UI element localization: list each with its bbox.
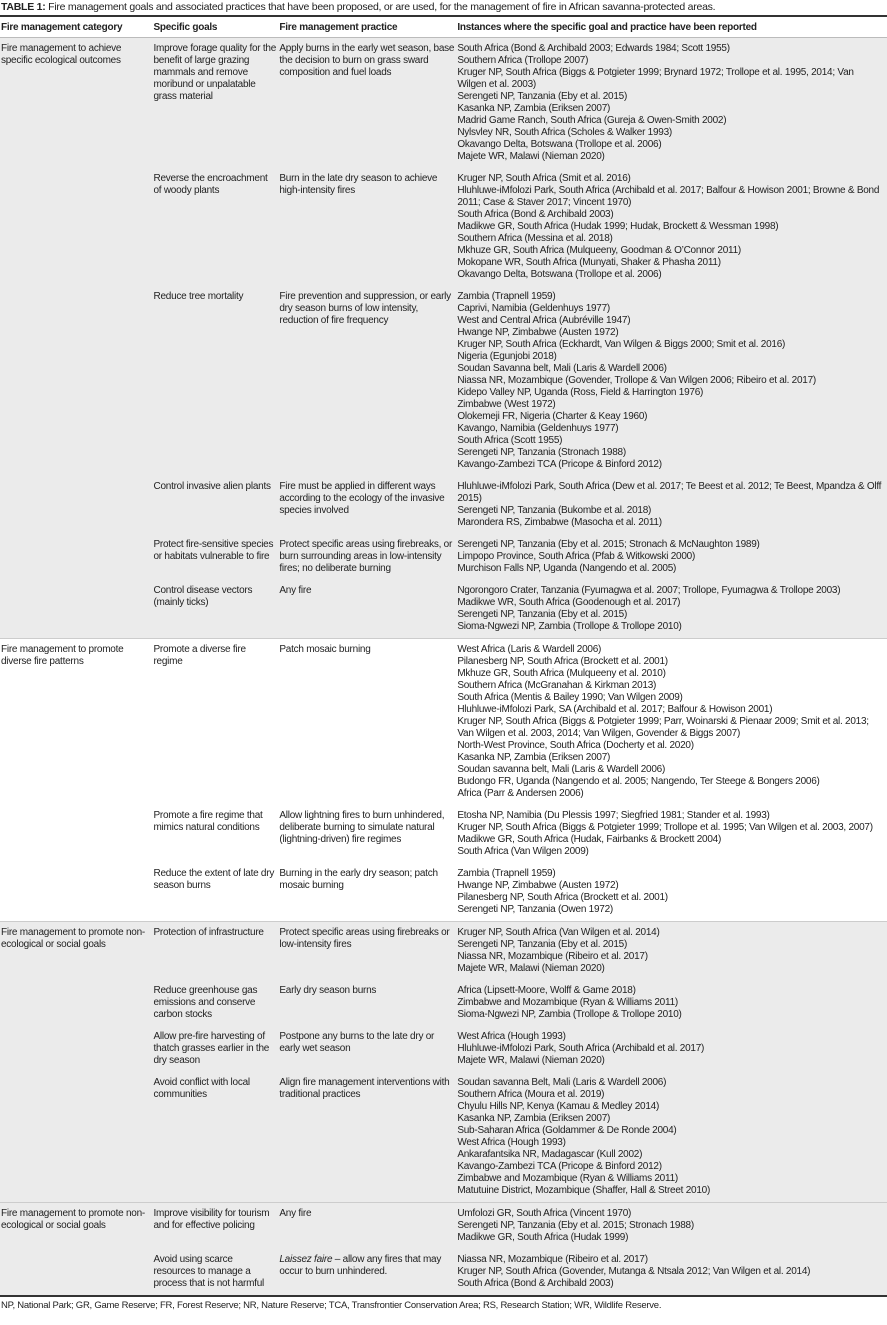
- instance-item: Mokopane WR, South Africa (Munyati, Shaker & Phasha 2011): [457, 257, 721, 268]
- instance-item: South Africa (Mentis & Bailey 1990; Van Wilgen 2009): [457, 692, 683, 703]
- instance-item: Southern Africa (Messina et al. 2018): [457, 233, 613, 244]
- practice-cell: [278, 286, 456, 476]
- table-body: [0, 38, 887, 1297]
- instance-item: Madikwe WR, South Africa (Goodenough et al. 2017): [457, 597, 681, 608]
- instance-item: Zambia (Trapnell 1959): [457, 291, 556, 302]
- instance-item: West Africa (Laris & Wardell 2006): [457, 644, 602, 655]
- instance-item: Hluhluwe-iMfolozi Park, South Africa (Dew et al. 2017; Te Beest et al. 2012; Te Beest, Mpandza & Olff 2015): [457, 481, 882, 504]
- category-cell: [0, 863, 152, 922]
- instances-cell: [456, 1249, 887, 1296]
- goal-cell: Avoid using scarce resources to manage a process that is not harmful: [152, 1249, 278, 1296]
- instance-item: South Africa (Scott 1955): [457, 435, 563, 446]
- instance-item: Zimbabwe and Mozambique (Ryan & Williams 2011): [457, 1173, 678, 1184]
- instance-item: Nigeria (Egunjobi 2018): [457, 351, 557, 362]
- instance-item: Olokemeji FR, Nigeria (Charter & Keay 1960): [457, 411, 648, 422]
- instance-item: Okavango Delta, Botswana (Trollope et al. 2006): [457, 269, 662, 280]
- category-cell: [0, 1249, 152, 1296]
- instance-item: Caprivi, Namibia (Geldenhuys 1977): [457, 303, 611, 314]
- instances-cell: [456, 863, 887, 922]
- practice-cell: [278, 1203, 456, 1250]
- instance-item: Hwange NP, Zimbabwe (Austen 1972): [457, 327, 619, 338]
- category-text: Fire management to promote non-ecological or social goals: [1, 927, 145, 950]
- instances-cell: [456, 1026, 887, 1072]
- instance-item: Kasanka NP, Zambia (Eriksen 2007): [457, 752, 611, 763]
- table-row: [0, 639, 887, 806]
- practice-text: Align fire management interventions with traditional practices: [279, 1077, 450, 1100]
- category-text: Fire management to promote diverse fire patterns: [1, 644, 124, 667]
- instance-item: Niassa NR, Mozambique (Ribeiro et al. 2017): [457, 1254, 648, 1265]
- instance-item: Etosha NP, Namibia (Du Plessis 1997; Siegfried 1981; Stander et al. 1993): [457, 810, 770, 821]
- practice-cell: [278, 580, 456, 639]
- instance-item: Zimbabwe (West 1972): [457, 399, 556, 410]
- instance-item: Kidepo Valley NP, Uganda (Ross, Field & Harrington 1976): [457, 387, 704, 398]
- table-row: [0, 534, 887, 580]
- practice-text: Apply burns in the early wet season, base the decision to burn on grass sward composition and fuel loads: [279, 43, 455, 78]
- practice-text: Any fire: [279, 585, 312, 596]
- instances-cell: [456, 580, 887, 639]
- table-row: [0, 168, 887, 286]
- instance-item: Kruger NP, South Africa (Eckhardt, Van Wilgen & Biggs 2000; Smit et al. 2016): [457, 339, 786, 350]
- practice-cell: [278, 534, 456, 580]
- instance-item: Southern Africa (McGranahan & Kirkman 2013): [457, 680, 657, 691]
- instance-item: Marondera RS, Zimbabwe (Masocha et al. 2011): [457, 517, 662, 528]
- table-row: [0, 1026, 887, 1072]
- instances-cell: [456, 805, 887, 863]
- goal-cell: Control invasive alien plants: [152, 476, 278, 534]
- instance-item: Hluhluwe-iMfolozi Park, South Africa (Archibald et al. 2017; Balfour & Howison 2001; Browne & Bond 2011; Case & Staver 2017; Vincent 1970): [457, 185, 880, 208]
- instance-item: Pilanesberg NP, South Africa (Brockett et al. 2001): [457, 656, 668, 667]
- header-instances: Instances where the specific goal and practice have been reported: [456, 16, 887, 38]
- table-row: [0, 863, 887, 922]
- category-cell: [0, 286, 152, 476]
- instances-cell: [456, 980, 887, 1026]
- instance-item: Kruger NP, South Africa (Biggs & Potgieter 1999; Parr, Woinarski & Pienaar 2009; Smit et al. 2013; Van Wilgen et al. 2003, 2014; Van Wilgen, Govender & Biggs 2007): [457, 716, 869, 739]
- instance-item: Soudan savanna belt, Mali (Laris & Wardell 2006): [457, 764, 666, 775]
- instances-cell: [456, 639, 887, 806]
- table-row: [0, 980, 887, 1026]
- instance-item: Serengeti NP, Tanzania (Owen 1972): [457, 904, 614, 915]
- instance-item: West Africa (Hough 1993): [457, 1031, 566, 1042]
- category-cell: [0, 1203, 152, 1250]
- instance-item: Ngorongoro Crater, Tanzania (Fyumagwa et al. 2007; Trollope, Fyumagwa & Trollope 2003): [457, 585, 841, 596]
- table-row: [0, 1072, 887, 1203]
- instance-item: Hluhluwe-iMfolozi Park, South Africa (Archibald et al. 2017): [457, 1043, 705, 1054]
- category-cell: [0, 980, 152, 1026]
- instance-item: West and Central Africa (Aubréville 1947): [457, 315, 631, 326]
- header-goals: Specific goals: [152, 16, 278, 38]
- practice-text: Fire prevention and suppression, or early dry season burns of low intensity, reduction of fire frequency: [279, 291, 451, 326]
- instance-item: Africa (Parr & Andersen 2006): [457, 788, 584, 799]
- instance-item: Serengeti NP, Tanzania (Eby et al. 2015; Stronach & McNaughton 1989): [457, 539, 760, 550]
- header-category: Fire management category: [0, 16, 152, 38]
- practice-cell: [278, 980, 456, 1026]
- instance-item: Sioma-Ngwezi NP, Zambia (Trollope & Trollope 2010): [457, 1009, 682, 1020]
- instance-item: Mkhuze GR, South Africa (Mulqueeny, Goodman & O’Connor 2011): [457, 245, 741, 256]
- practice-cell: [278, 1249, 456, 1296]
- category-cell: [0, 38, 152, 169]
- instance-item: Madikwe GR, South Africa (Hudak, Fairbanks & Brockett 2004): [457, 834, 722, 845]
- instance-item: Budongo FR, Uganda (Nangendo et al. 2005; Nangendo, Ter Steege & Bongers 2006): [457, 776, 820, 787]
- instance-item: Madikwe GR, South Africa (Hudak 1999): [457, 1232, 629, 1243]
- instances-cell: [456, 476, 887, 534]
- instance-item: Niassa NR, Mozambique (Ribeiro et al. 2017): [457, 951, 648, 962]
- instance-item: Mkhuze GR, South Africa (Mulqueeny et al. 2010): [457, 668, 666, 679]
- instance-item: Serengeti NP, Tanzania (Bukombe et al. 2018): [457, 505, 652, 516]
- goal-cell: Reduce the extent of late dry season burns: [152, 863, 278, 922]
- instance-item: Kavango-Zambezi TCA (Pricope & Binford 2012): [457, 459, 662, 470]
- goal-cell: Improve visibility for tourism and for effective policing: [152, 1203, 278, 1250]
- practice-text: Early dry season burns: [279, 985, 377, 996]
- goal-cell: Improve forage quality for the benefit of large grazing mammals and remove moribund or unpalatable grass material: [152, 38, 278, 169]
- practice-text: Patch mosaic burning: [279, 644, 371, 655]
- table-label: TABLE 1:: [1, 1, 46, 13]
- instance-item: Soudan savanna Belt, Mali (Laris & Wardell 2006): [457, 1077, 667, 1088]
- instance-item: Serengeti NP, Tanzania (Eby et al. 2015): [457, 609, 628, 620]
- instance-item: Majete WR, Malawi (Nieman 2020): [457, 963, 605, 974]
- table-row: [0, 476, 887, 534]
- instance-item: Kasanka NP, Zambia (Eriksen 2007): [457, 1113, 611, 1124]
- instance-item: Hwange NP, Zimbabwe (Austen 1972): [457, 880, 619, 891]
- goal-cell: Promote a fire regime that mimics natural conditions: [152, 805, 278, 863]
- practice-text: Any fire: [279, 1208, 312, 1219]
- instance-item: Kruger NP, South Africa (Govender, Mutanga & Ntsala 2012; Van Wilgen et al. 2014): [457, 1266, 811, 1277]
- instances-cell: [456, 168, 887, 286]
- instance-item: Zambia (Trapnell 1959): [457, 868, 556, 879]
- instance-item: Kasanka NP, Zambia (Eriksen 2007): [457, 103, 611, 114]
- practice-cell: [278, 922, 456, 981]
- instance-item: Southern Africa (Trollope 2007): [457, 55, 589, 66]
- instance-item: Madrid Game Ranch, South Africa (Gureja & Owen-Smith 2002): [457, 115, 727, 126]
- instances-cell: [456, 38, 887, 169]
- instance-item: Serengeti NP, Tanzania (Eby et al. 2015; Stronach 1988): [457, 1220, 694, 1231]
- instances-cell: [456, 1203, 887, 1250]
- practice-text: Burning in the early dry season; patch mosaic burning: [279, 868, 438, 891]
- table-row: [0, 1203, 887, 1250]
- practice-text: Protect specific areas using firebreaks or low-intensity fires: [279, 927, 450, 950]
- instance-item: Kavango-Zambezi TCA (Pricope & Binford 2012): [457, 1161, 662, 1172]
- category-text: Fire management to promote non-ecological or social goals: [1, 1208, 145, 1231]
- instances-cell: [456, 534, 887, 580]
- goal-cell: Avoid conflict with local communities: [152, 1072, 278, 1203]
- instance-item: South Africa (Bond & Archibald 2003; Edwards 1984; Scott 1955): [457, 43, 730, 54]
- instance-item: Ankarafantsika NR, Madagascar (Kull 2002): [457, 1149, 643, 1160]
- instance-item: South Africa (Bond & Archibald 2003): [457, 209, 614, 220]
- instance-item: Pilanesberg NP, South Africa (Brockett et al. 2001): [457, 892, 668, 903]
- instance-item: Serengeti NP, Tanzania (Stronach 1988): [457, 447, 626, 458]
- instance-item: Serengeti NP, Tanzania (Eby et al. 2015): [457, 939, 628, 950]
- instance-item: Majete WR, Malawi (Nieman 2020): [457, 1055, 605, 1066]
- category-cell: [0, 580, 152, 639]
- goal-cell: Protect fire-sensitive species or habitats vulnerable to fire: [152, 534, 278, 580]
- practice-cell: [278, 1072, 456, 1203]
- category-cell: [0, 168, 152, 286]
- fire-management-table: [0, 15, 887, 1297]
- goal-cell: Reduce tree mortality: [152, 286, 278, 476]
- practice-cell: [278, 476, 456, 534]
- instance-item: Nylsvley NR, South Africa (Scholes & Walker 1993): [457, 127, 673, 138]
- practice-italic: Laissez faire: [279, 1254, 333, 1265]
- caption-text: Fire management goals and associated practices that have been proposed, or are used, for the management of fire in African savanna-protected areas.: [48, 1, 716, 13]
- practice-text: Allow lightning fires to burn unhindered, deliberate burning to simulate natural (lightning-driven) fire regimes: [279, 810, 445, 845]
- instance-item: Serengeti NP, Tanzania (Eby et al. 2015): [457, 91, 628, 102]
- practice-text: Protect specific areas using firebreaks, or burn surrounding areas in low-intensity fires; no deliberate burning: [279, 539, 453, 574]
- practice-cell: [278, 863, 456, 922]
- practice-cell: [278, 639, 456, 806]
- instance-item: Sub-Saharan Africa (Goldammer & De Ronde 2004): [457, 1125, 677, 1136]
- goal-cell: Control disease vectors (mainly ticks): [152, 580, 278, 639]
- instance-item: Kavango, Namibia (Geldenhuys 1977): [457, 423, 619, 434]
- category-cell: [0, 922, 152, 981]
- instances-cell: [456, 286, 887, 476]
- practice-cell: [278, 1026, 456, 1072]
- instance-item: Murchison Falls NP, Uganda (Nangendo et al. 2005): [457, 563, 677, 574]
- instance-item: Southern Africa (Moura et al. 2019): [457, 1089, 605, 1100]
- instance-item: Niassa NR, Mozambique (Govender, Trollope & Van Wilgen 2006; Ribeiro et al. 2017): [457, 375, 816, 386]
- table-row: [0, 38, 887, 169]
- category-cell: [0, 1072, 152, 1203]
- instance-item: Okavango Delta, Botswana (Trollope et al. 2006): [457, 139, 662, 150]
- goal-cell: Reverse the encroachment of woody plants: [152, 168, 278, 286]
- table-row: [0, 805, 887, 863]
- instance-item: Kruger NP, South Africa (Van Wilgen et al. 2014): [457, 927, 660, 938]
- practice-text: – allow any fires that may occur to burn unhindered.: [279, 1254, 442, 1277]
- practice-cell: [278, 38, 456, 169]
- table-row: [0, 286, 887, 476]
- header-practice: Fire management practice: [278, 16, 456, 38]
- category-text: Fire management to achieve specific ecological outcomes: [1, 43, 122, 66]
- instance-item: Kruger NP, South Africa (Biggs & Potgieter 1999; Brynard 1972; Trollope et al. 1995, 2014; Van Wilgen et al. 2003): [457, 67, 854, 90]
- header-row: [0, 16, 887, 38]
- instance-item: Umfolozi GR, South Africa (Vincent 1970): [457, 1208, 632, 1219]
- instance-item: Chyulu Hills NP, Kenya (Kamau & Medley 2014): [457, 1101, 660, 1112]
- practice-text: Postpone any burns to the late dry or early wet season: [279, 1031, 435, 1054]
- instance-item: Kruger NP, South Africa (Smit et al. 2016): [457, 173, 631, 184]
- instances-cell: [456, 922, 887, 981]
- instance-item: Kruger NP, South Africa (Biggs & Potgieter 1999; Trollope et al. 1995; Van Wilgen et al. 2003, 2007): [457, 822, 873, 833]
- instance-item: South Africa (Bond & Archibald 2003): [457, 1278, 614, 1289]
- goal-cell: Protection of infrastructure: [152, 922, 278, 981]
- table-row: [0, 1249, 887, 1296]
- practice-text: Fire must be applied in different ways according to the ecology of the invasive species involved: [279, 481, 445, 516]
- instance-item: South Africa (Van Wilgen 2009): [457, 846, 589, 857]
- table-row: [0, 580, 887, 639]
- table-row: [0, 922, 887, 981]
- category-cell: [0, 534, 152, 580]
- practice-cell: [278, 805, 456, 863]
- instances-cell: [456, 1072, 887, 1203]
- category-cell: [0, 476, 152, 534]
- practice-text: Burn in the late dry season to achieve high-intensity fires: [279, 173, 438, 196]
- instance-item: West Africa (Hough 1993): [457, 1137, 566, 1148]
- practice-cell: [278, 168, 456, 286]
- goal-cell: Reduce greenhouse gas emissions and conserve carbon stocks: [152, 980, 278, 1026]
- instance-item: Africa (Lipsett-Moore, Wolff & Game 2018): [457, 985, 636, 996]
- goal-cell: Promote a diverse fire regime: [152, 639, 278, 806]
- table-footnote: NP, National Park; GR, Game Reserve; FR, Forest Reserve; NR, Nature Reserve; TCA, Transfrontier Conservation Area; RS, Research Station; WR, Wildlife Reserve.: [1, 1300, 662, 1311]
- goal-cell: Allow pre-fire harvesting of thatch grasses earlier in the dry season: [152, 1026, 278, 1072]
- category-cell: [0, 1026, 152, 1072]
- instance-item: Zimbabwe and Mozambique (Ryan & Williams 2011): [457, 997, 678, 1008]
- category-cell: [0, 639, 152, 806]
- instance-item: Madikwe GR, South Africa (Hudak 1999; Hudak, Brockett & Wessman 1998): [457, 221, 779, 232]
- instance-item: Majete WR, Malawi (Nieman 2020): [457, 151, 605, 162]
- instance-item: Hluhluwe-iMfolozi Park, SA (Archibald et al. 2017; Balfour & Howison 2001): [457, 704, 773, 715]
- instance-item: Sioma-Ngwezi NP, Zambia (Trollope & Trollope 2010): [457, 621, 682, 632]
- category-cell: [0, 805, 152, 863]
- instance-item: Limpopo Province, South Africa (Pfab & Witkowski 2000): [457, 551, 696, 562]
- instance-item: Matutuine District, Mozambique (Shaffer, Hall & Street 2010): [457, 1185, 711, 1196]
- instance-item: Soudan Savanna belt, Mali (Laris & Wardell 2006): [457, 363, 667, 374]
- instance-item: North-West Province, South Africa (Docherty et al. 2020): [457, 740, 694, 751]
- table-caption: [1, 1, 715, 13]
